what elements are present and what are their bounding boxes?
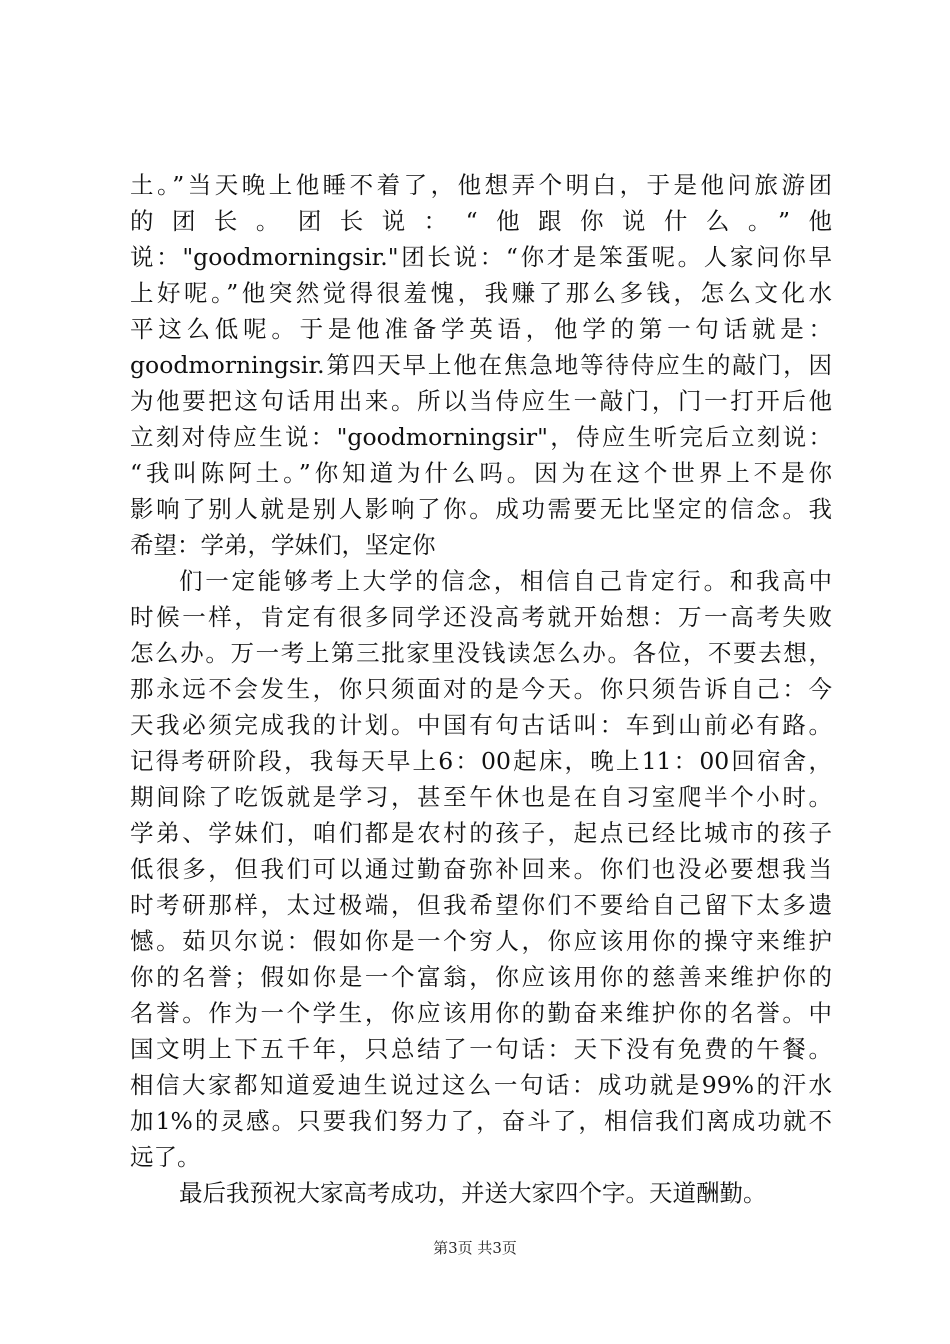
text-line: 远了。	[130, 1143, 201, 1171]
text-line: 说："goodmorningsir."团长说：“你才是笨蛋呢。人家问你早	[130, 243, 832, 271]
text-line: 加1%的灵感。只要我们努力了，奋斗了，相信我们离成功就不	[130, 1107, 832, 1135]
text-line: 国文明上下五千年，只总结了一句话：天下没有免费的午餐。	[130, 1035, 832, 1063]
text-line: 最后我预祝大家高考成功，并送大家四个字。天道酬勤。	[179, 1179, 767, 1207]
text-line: 立刻对侍应生说："goodmorningsir"，侍应生听完后立刻说：	[130, 423, 832, 451]
text-line: 低很多，但我们可以通过勤奋弥补回来。你们也没必要想我当	[130, 855, 832, 883]
text-line: “我叫陈阿土。”你知道为什么吗。因为在这个世界上不是你	[130, 459, 832, 487]
text-line: goodmorningsir.第四天早上他在焦急地等待侍应生的敲门，因	[130, 351, 832, 379]
text-line: 相信大家都知道爱迪生说过这么一句话：成功就是99%的汗水	[130, 1071, 832, 1099]
text-line: 们一定能够考上大学的信念，相信自己肯定行。和我高中	[179, 567, 832, 595]
text-line: 怎么办。万一考上第三批家里没钱读怎么办。各位，不要去想，	[130, 639, 832, 667]
body-text	[130, 167, 832, 1211]
text-line: 天我必须完成我的计划。中国有句古话叫：车到山前必有路。	[130, 711, 832, 739]
text-line: 为他要把这句话用出来。所以当侍应生一敲门，门一打开后他	[130, 387, 832, 415]
text-line: 时候一样，肯定有很多同学还没高考就开始想：万一高考失败	[130, 603, 832, 631]
text-line: 上好呢。”他突然觉得很羞愧，我赚了那么多钱，怎么文化水	[130, 279, 832, 307]
text-line: 期间除了吃饭就是学习，甚至午休也是在自习室爬半个小时。	[130, 783, 832, 811]
text-line: 学弟、学妹们，咱们都是农村的孩子，起点已经比城市的孩子	[130, 819, 832, 847]
text-line: 那永远不会发生，你只须面对的是今天。你只须告诉自己：今	[130, 675, 832, 703]
text-line: 你的名誉；假如你是一个富翁，你应该用你的慈善来维护你的	[130, 963, 832, 991]
text-line: 憾。茹贝尔说：假如你是一个穷人，你应该用你的操守来维护	[130, 927, 832, 955]
page-number-footer: 第3页 共3页	[433, 1239, 517, 1257]
text-line: 希望：学弟，学妹们，坚定你	[130, 531, 436, 559]
text-line: 的团长。团长说：“他跟你说什么。”他	[130, 207, 832, 235]
text-line: 记得考研阶段，我每天早上6：00起床，晚上11：00回宿舍，	[130, 747, 832, 775]
text-line: 时考研那样，太过极端，但我希望你们不要给自己留下太多遗	[130, 891, 832, 919]
text-line: 名誉。作为一个学生，你应该用你的勤奋来维护你的名誉。中	[130, 999, 832, 1027]
text-line: 影响了别人就是别人影响了你。成功需要无比坚定的信念。我	[130, 495, 832, 523]
text-line: 平这么低呢。于是他准备学英语，他学的第一句话就是：	[130, 315, 832, 343]
text-line: 土。”当天晚上他睡不着了，他想弄个明白，于是他问旅游团	[130, 171, 832, 199]
